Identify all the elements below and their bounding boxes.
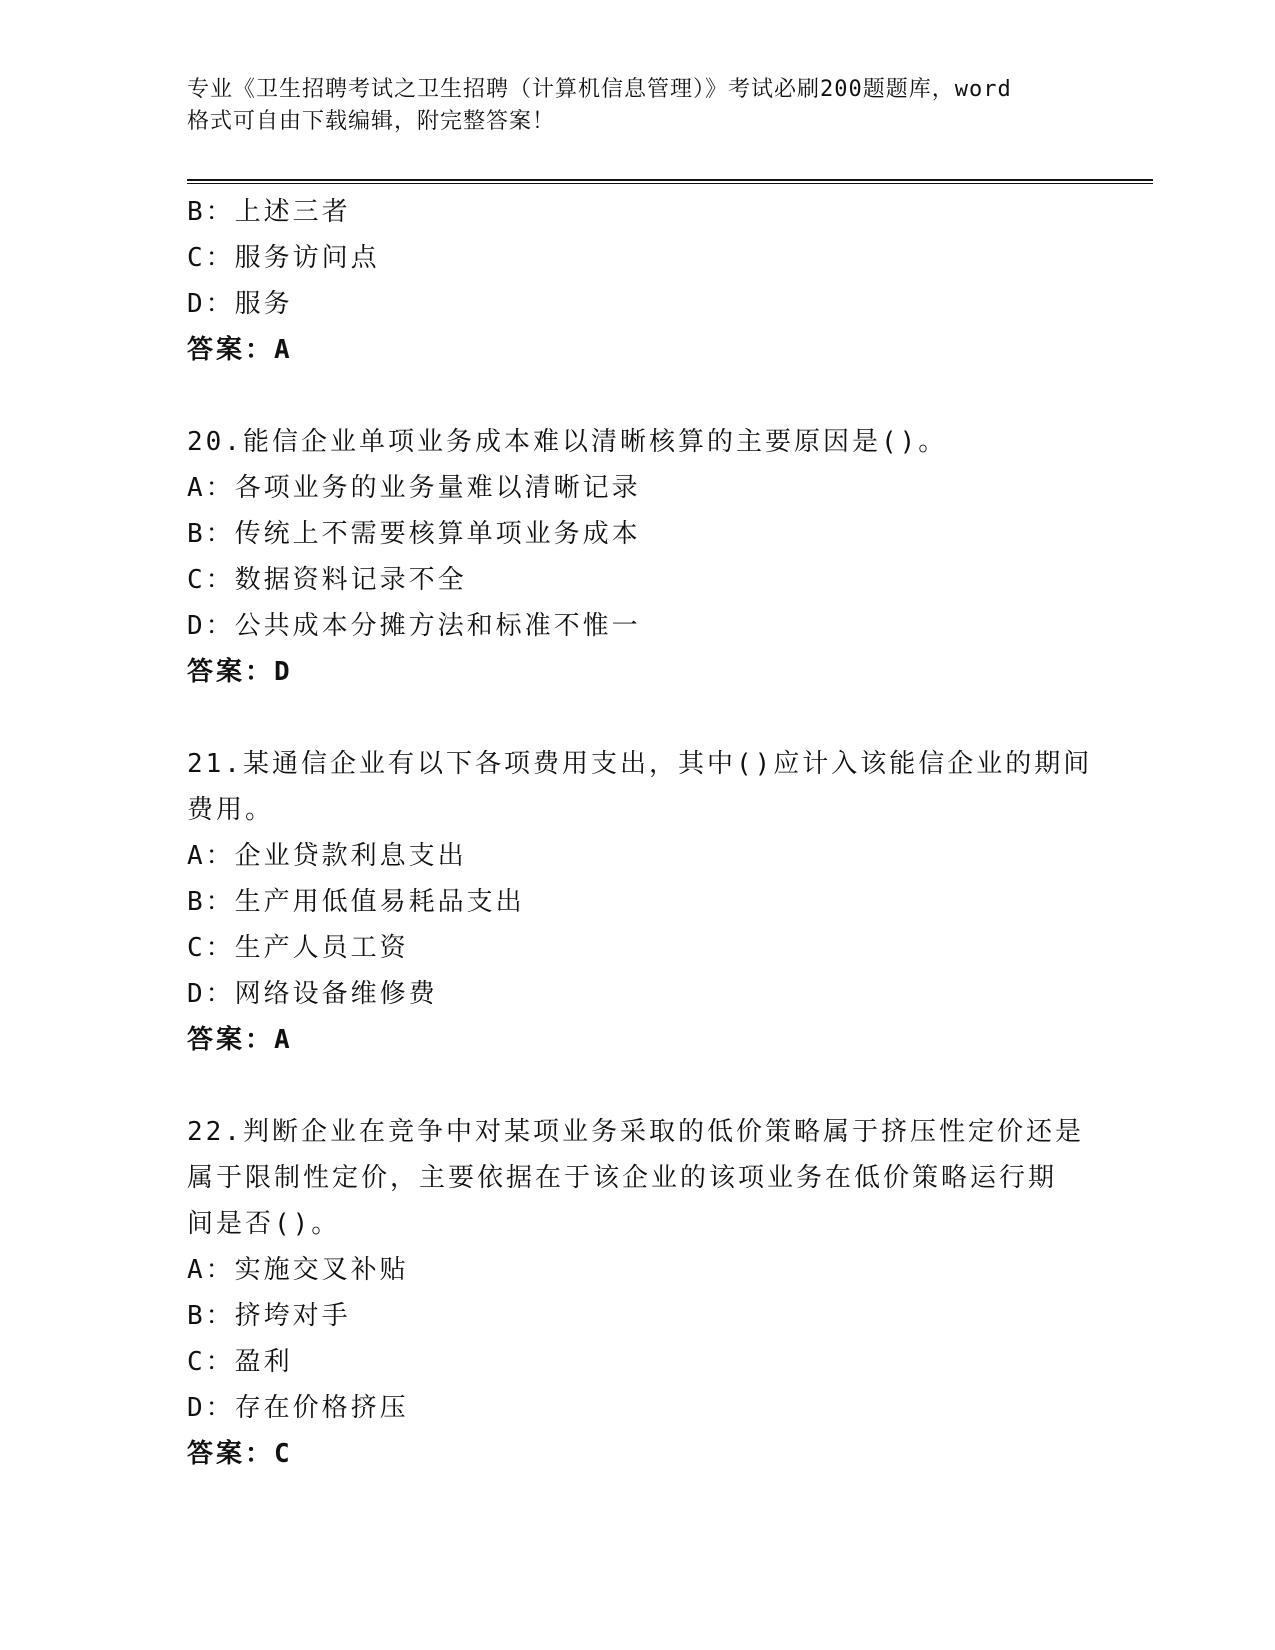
answer: 答案：C (187, 1439, 293, 1469)
question-stem: 属于限制性定价，主要依据在于该企业的该项业务在低价策略运行期 (187, 1163, 1058, 1193)
option-b: B：挤垮对手 (187, 1301, 351, 1331)
option-a: A：实施交叉补贴 (187, 1255, 409, 1285)
option-d: D：公共成本分摊方法和标准不惟一 (187, 611, 641, 641)
header-divider-thin (187, 183, 1153, 184)
option-c: C：生产人员工资 (187, 933, 409, 963)
option-c: C：数据资料记录不全 (187, 565, 467, 595)
option-b: B：生产用低值易耗品支出 (187, 887, 525, 917)
option-d: D：服务 (187, 289, 293, 319)
answer: 答案：A (187, 335, 293, 365)
question-list (187, 189, 1093, 1477)
header-divider (187, 179, 1153, 181)
question-stem: 间是否()。 (187, 1209, 341, 1239)
question-stem: 22.判断企业在竞争中对某项业务采取的低价策略属于挤压性定价还是 (187, 1117, 1084, 1147)
option-c: C：盈利 (187, 1347, 293, 1377)
option-b: B：上述三者 (187, 197, 351, 227)
question-19-continued (187, 189, 1087, 373)
header-line: 格式可自由下载编辑，附完整答案！ (187, 109, 556, 134)
option-c: C：服务访问点 (187, 243, 380, 273)
option-b: B：传统上不需要核算单项业务成本 (187, 519, 641, 549)
question-21 (187, 741, 1093, 1063)
question-stem: 21.某通信企业有以下各项费用支出，其中()应计入该能信企业的期间 (187, 749, 1093, 779)
answer: 答案：D (187, 657, 293, 687)
header-line: 专业《卫生招聘考试之卫生招聘（计算机信息管理）》考试必刷200题题库，word (187, 77, 1012, 102)
question-20 (187, 419, 1087, 695)
option-a: A：企业贷款利息支出 (187, 841, 467, 871)
question-22 (187, 1109, 1087, 1477)
question-stem: 20.能信企业单项业务成本难以清晰核算的主要原因是()。 (187, 427, 948, 457)
question-stem: 费用。 (187, 795, 275, 825)
document-header (187, 74, 1087, 138)
option-d: D：网络设备维修费 (187, 979, 438, 1009)
answer: 答案：A (187, 1025, 293, 1055)
option-d: D：存在价格挤压 (187, 1393, 409, 1423)
option-a: A：各项业务的业务量难以清晰记录 (187, 473, 641, 503)
